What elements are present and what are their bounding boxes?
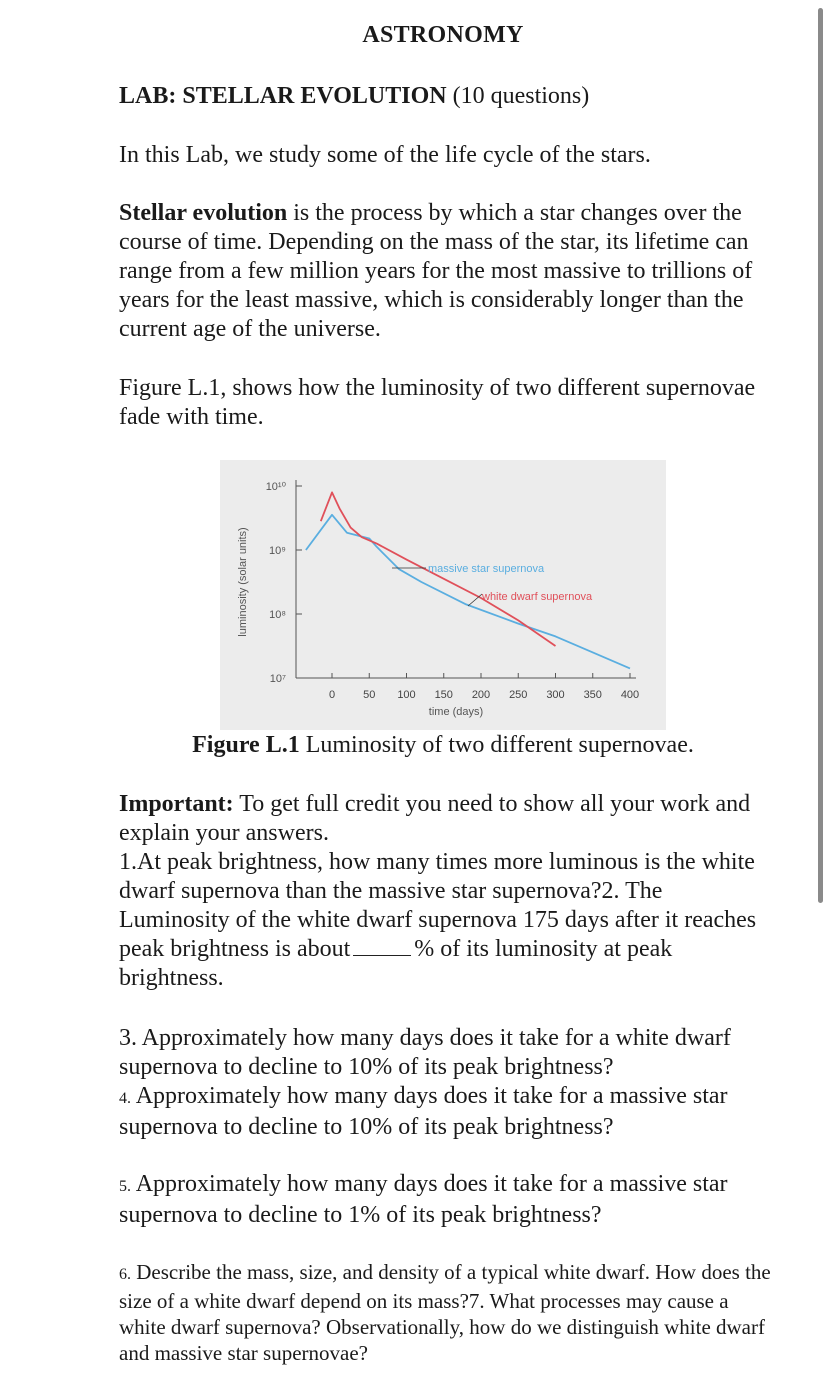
figure-intro: Figure L.1, shows how the luminosity of two different supernovae fade with time. [119,375,756,430]
question-2-tail: % of its luminosity at peak brightness. [119,936,673,991]
y-tick-label: 10¹⁰ [265,481,286,493]
caption-label: Figure L.1 [192,732,300,758]
x-tick-label: 50 [363,689,376,701]
scrollbar[interactable] [818,8,823,903]
luminosity-chart [220,460,666,730]
question-6-number: 6. [119,1266,131,1283]
x-tick-label: 150 [434,689,453,701]
y-tick-label: 10⁸ [269,609,286,621]
y-tick-label: 10⁷ [269,673,286,685]
figure-caption [0,732,828,759]
question-5-text: Approximately how many days does it take for a massive star supernova to decline to 1% of its peak brightness? [119,1171,728,1228]
x-tick-label: 300 [546,689,565,701]
x-tick-label: 0 [328,689,336,701]
y-axis-label: luminosity (solar units) [237,527,249,637]
x-axis-label: time (days) [428,706,484,718]
question-5 [119,1170,779,1230]
x-tick-label: 100 [397,689,416,701]
caption-text: Luminosity of two different supernovae. [305,732,694,758]
question-4-text: Approximately how many days does it take for a massive star supernova to decline to 10% of its peak brightness? [119,1083,728,1140]
y-tick-label: 10⁹ [269,545,286,557]
question-1-2-text: 1.At peak brightness, how many times more luminous is the white dwarf supernova than the massive star supernova?2. The Luminosity of the white dwarf supernova 175 days after it reaches peak brightness is about [119,849,757,962]
evolution-term: Stellar evolution [119,200,288,226]
question-5-number: 5. [119,1178,131,1195]
legend-massive-star: massive star supernova [428,563,545,575]
questions-3-4 [119,1024,779,1142]
question-4-number: 4. [119,1090,131,1107]
question-6-7-text: Describe the mass, size, and density of a typical white dwarf. How does the size of a white dwarf depend on its mass?7. What processes may cause a white dwarf supernova? Observationally, how do we distinguish white dwarf and massive star supernovae? [119,1260,771,1365]
x-tick-label: 250 [509,689,528,701]
questions-6-7 [119,1259,779,1366]
x-tick-label: 350 [583,689,602,701]
questions-1-2 [119,790,779,993]
lab-question-count: (10 questions) [452,83,590,109]
evolution-paragraph [119,199,779,344]
answer-blank[interactable] [353,937,411,956]
x-tick-label: 200 [471,689,491,701]
evolution-text: is the process by which a star changes over the course of time. Depending on the mass of the star, its lifetime can range from a few million years for the most massive to trillions of years for the least massive, which is considerably longer than the current age of the universe. [119,200,753,342]
important-label: Important: [119,791,234,817]
lab-heading [119,82,779,111]
page-title: ASTRONOMY [362,22,524,48]
legend-white-dwarf: white dwarf supernova [482,591,593,603]
important-text: To get full credit you need to show all your work and explain your answers. [119,791,751,846]
x-tick-label: 400 [620,689,640,701]
intro-paragraph: In this Lab, we study some of the life cycle of the stars. [119,142,651,168]
question-3-text: 3. Approximately how many days does it take for a white dwarf supernova to decline to 10% of its peak brightness? [119,1025,731,1080]
lab-title: LAB: STELLAR EVOLUTION [119,83,447,109]
